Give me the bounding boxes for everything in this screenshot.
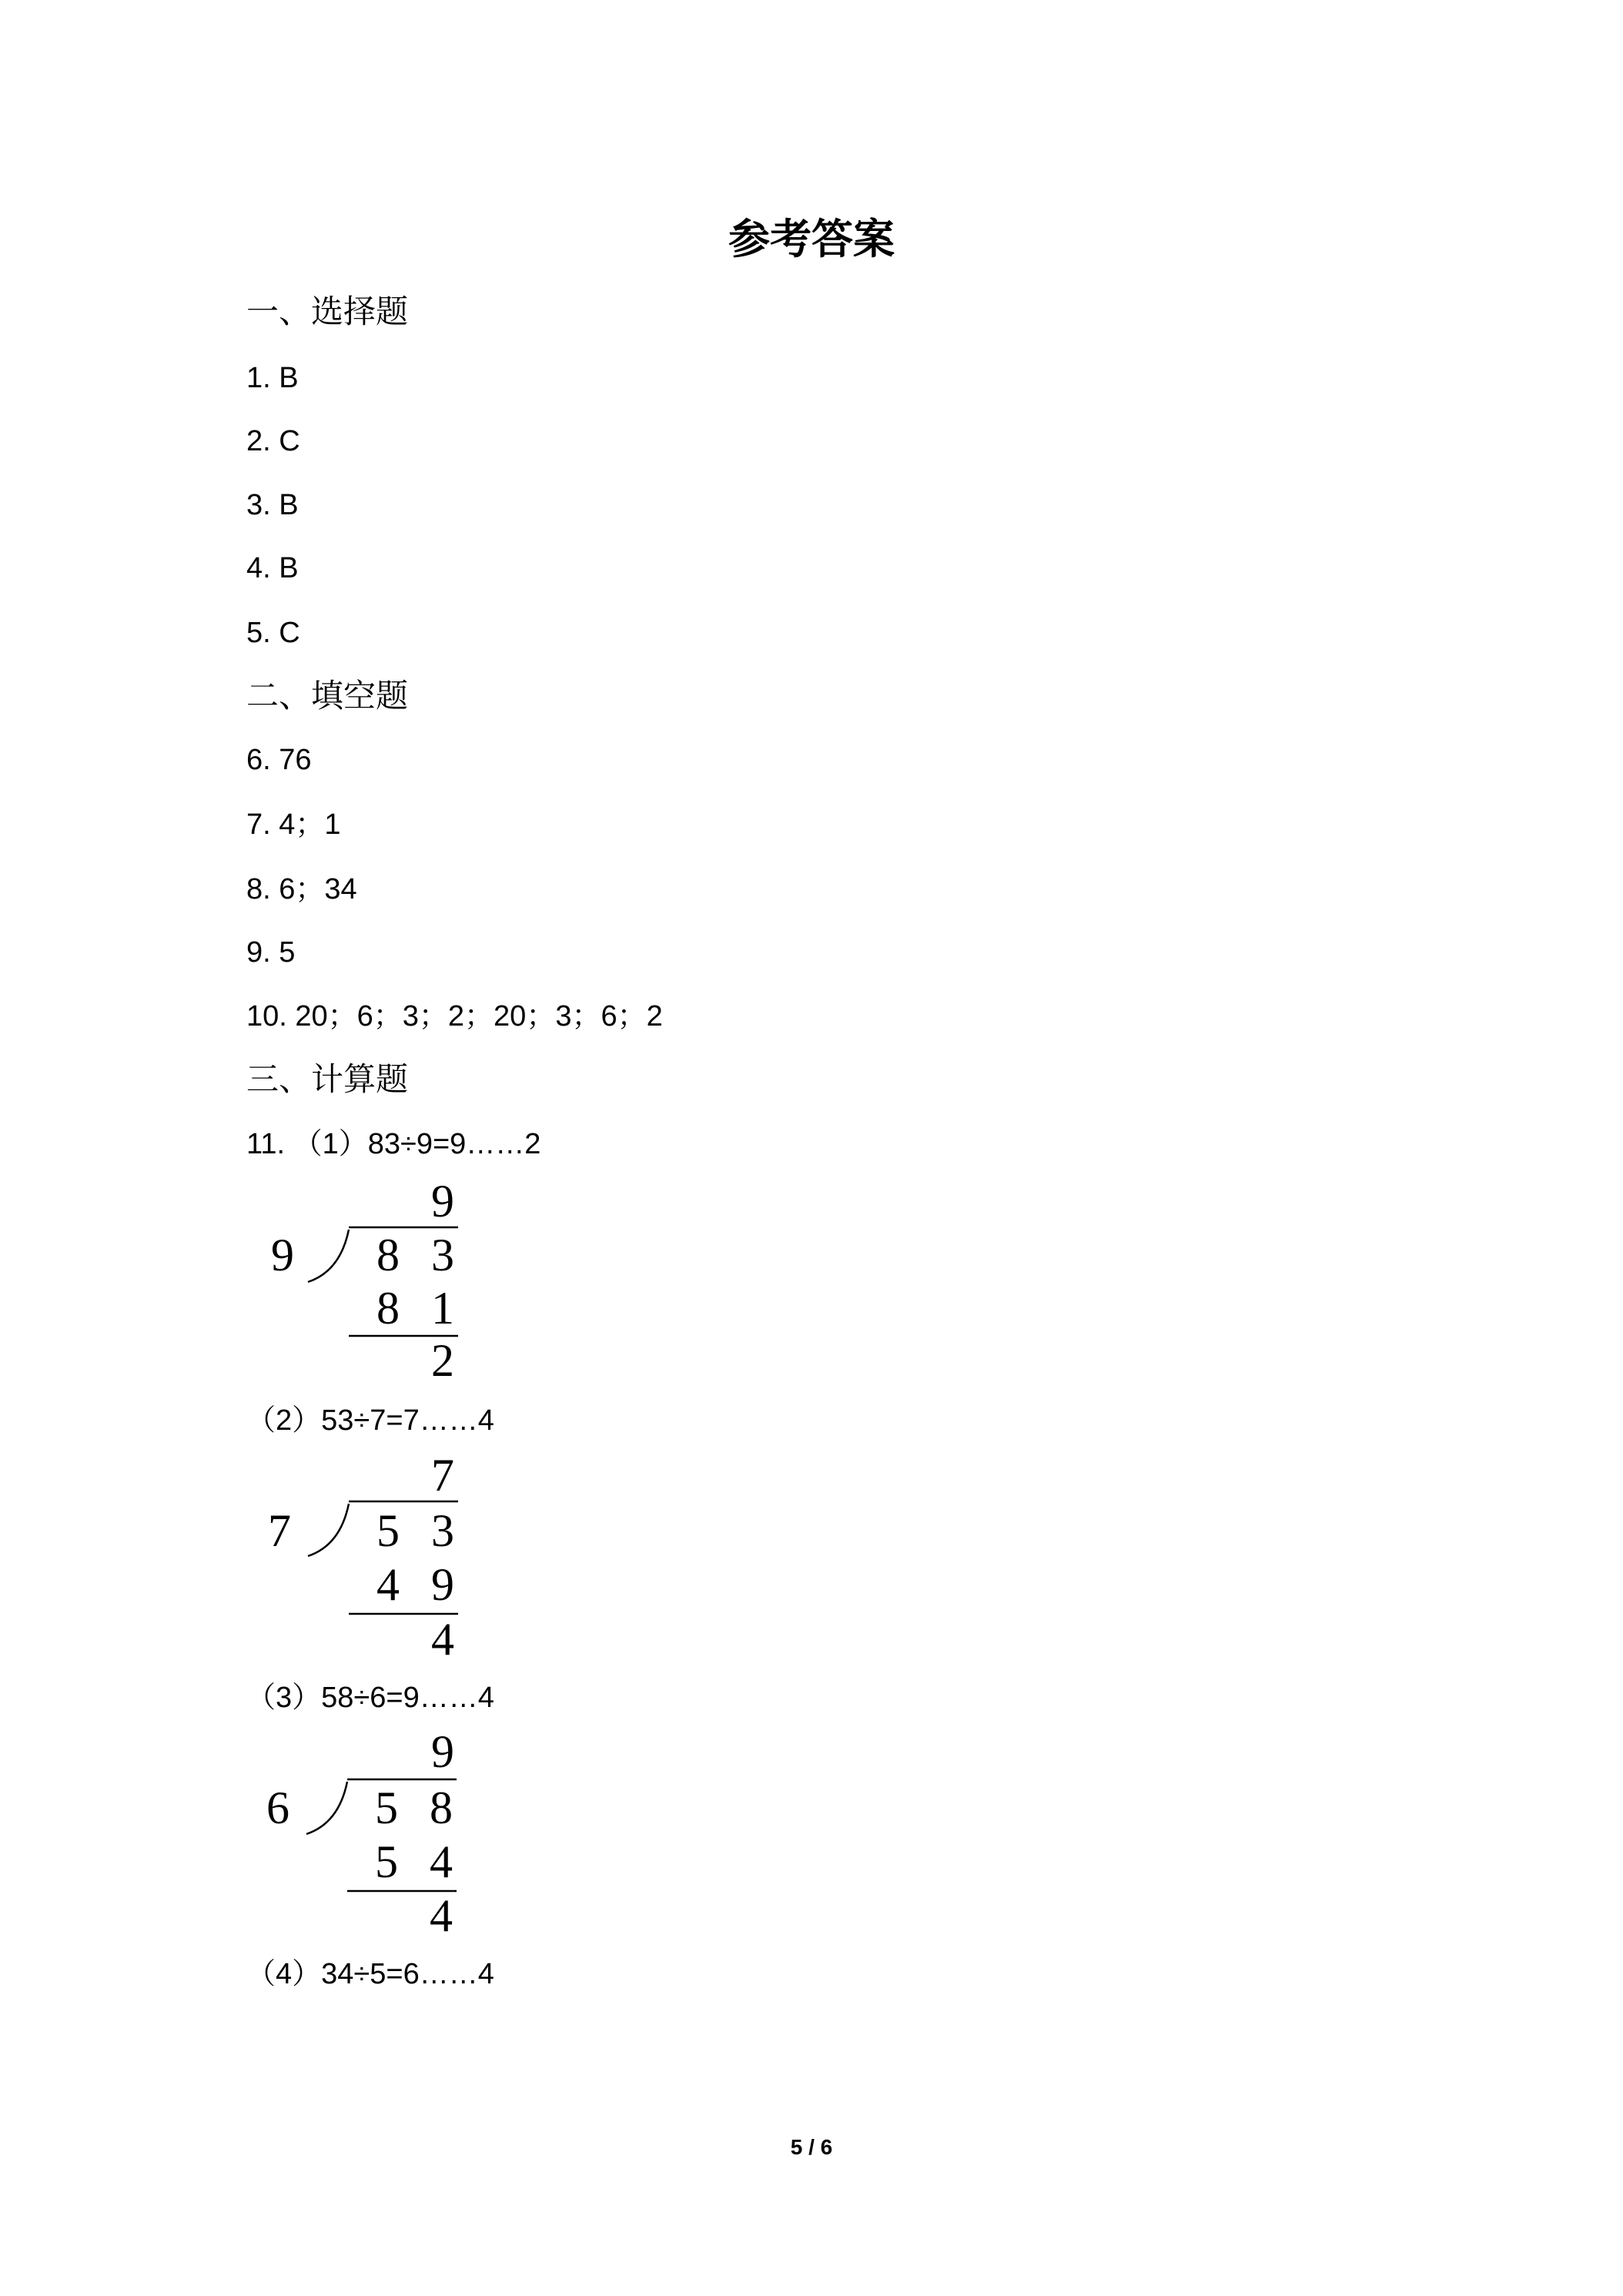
divisor: 6 <box>266 1782 289 1833</box>
product-digit: 4 <box>430 1836 453 1887</box>
quotient: 9 <box>431 1726 454 1777</box>
dividend-digit: 3 <box>431 1230 454 1280</box>
page-title: 参考答案 <box>728 214 895 263</box>
answer-item: 4. B <box>246 552 299 584</box>
answer-item: 1. B <box>246 362 299 394</box>
answer-item: 6. 76 <box>246 744 312 776</box>
remainder: 4 <box>430 1890 453 1940</box>
section-heading-fill: 二、填空题 <box>246 677 409 715</box>
division-bracket <box>308 1230 349 1282</box>
dividend-digit: 3 <box>431 1505 454 1556</box>
long-division-diagram <box>254 1441 477 1664</box>
answer-item: 5. C <box>246 617 300 649</box>
problem-label: （2）53÷7=7……4 <box>246 1404 494 1437</box>
product-digit: 4 <box>376 1559 400 1610</box>
divisor: 9 <box>271 1230 294 1280</box>
answer-item: 8. 6；34 <box>246 873 357 905</box>
section-heading-calc: 三、计算题 <box>246 1060 409 1098</box>
problem-label: 11. （1）83÷9=9……2 <box>246 1128 541 1160</box>
answer-item: 7. 4；1 <box>246 808 341 841</box>
quotient: 7 <box>431 1450 454 1501</box>
dividend-digit: 8 <box>430 1782 453 1833</box>
product-digit: 9 <box>431 1559 454 1610</box>
section-heading-choice: 一、选择题 <box>246 293 409 330</box>
answer-item: 2. C <box>246 425 300 457</box>
long-division-diagram <box>254 1717 477 1940</box>
long-division-diagram <box>254 1166 477 1390</box>
remainder: 4 <box>431 1614 454 1664</box>
answer-item: 9. 5 <box>246 936 296 969</box>
page-number: 5 / 6 <box>790 2135 833 2159</box>
product-digit: 1 <box>431 1283 454 1334</box>
answer-item: 10. 20；6；3；2；20；3；6；2 <box>246 1000 663 1033</box>
product-digit: 8 <box>376 1283 400 1334</box>
problem-label: （4）34÷5=6……4 <box>246 1958 494 1990</box>
division-bracket <box>306 1782 347 1834</box>
division-bracket <box>308 1504 349 1556</box>
answer-item: 3. B <box>246 489 299 521</box>
dividend-digit: 5 <box>376 1505 400 1556</box>
product-digit: 5 <box>375 1836 398 1887</box>
divisor: 7 <box>268 1505 291 1556</box>
dividend-digit: 5 <box>375 1782 398 1833</box>
problem-label: （3）58÷6=9……4 <box>246 1682 494 1714</box>
dividend-digit: 8 <box>376 1230 400 1280</box>
remainder: 2 <box>431 1335 454 1386</box>
quotient: 9 <box>431 1176 454 1227</box>
